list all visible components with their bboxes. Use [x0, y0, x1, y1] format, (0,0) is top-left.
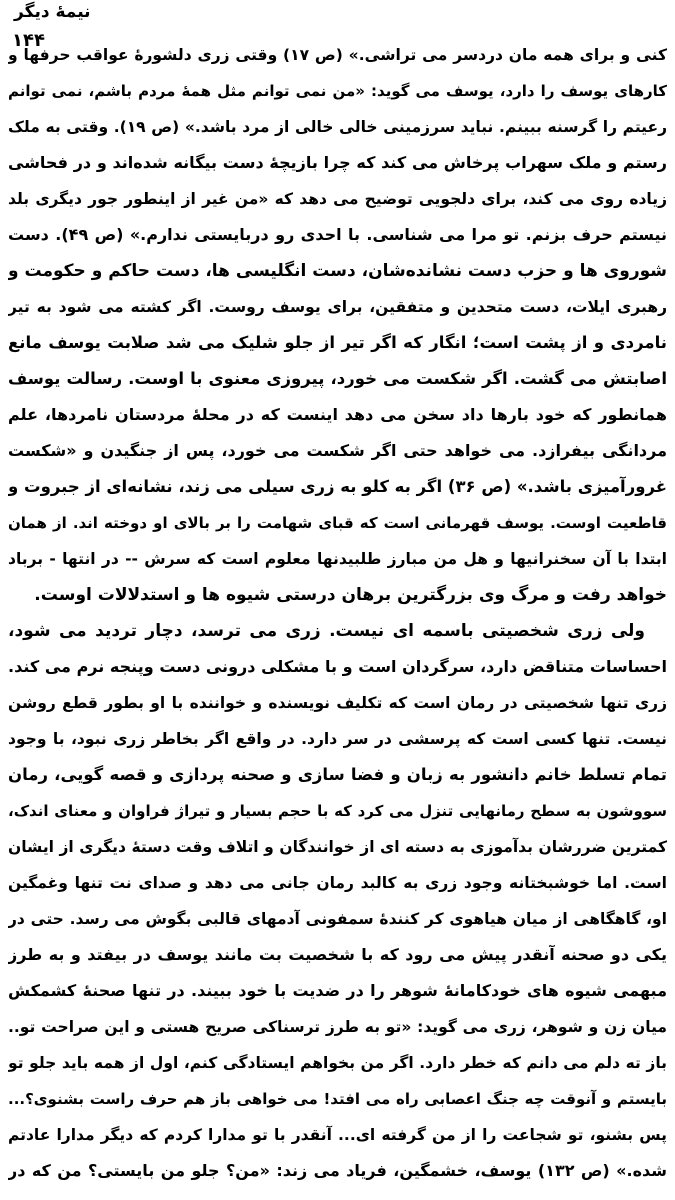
text-line: احساسات متناقض دارد، سرگردان است و با مشکلی درونی دست وپنجه نرم می کند. — [8, 657, 667, 676]
text-line: نیستم حرف بزنم. تو مرا می شناسی. با احدی رو دربایستی ندارم.» (ص ۴۹). دست — [8, 225, 667, 244]
page-number: ۱۴۴ — [12, 30, 45, 51]
text-line: ابتدا با آن سخنرانیها و هل من مبارز طلبیدنها معلوم است که سرش -- در انتها - برباد — [8, 550, 667, 568]
text-line: کمترین ضررشان بدآموزی به دسته ای از خوانندگان و اتلاف وقت دستهٔ دیگری از ایشان — [8, 838, 667, 856]
text-line: یکی دو صحنه آنقدر پیش می رود که با شخصیت بت مانند یوسف در بیفتد و به طرز — [8, 945, 667, 964]
text-line: رعیتم را گرسنه ببینم. نباید سرزمینی خالی خالی از مرد باشد.» (ص ۱۹). وقتی به ملک — [8, 118, 667, 136]
text-line: او، گاهگاهی از میان هیاهوی کر کنندهٔ سمفونی آدمهای قالبی بگوش می رسد. حتی در — [8, 910, 667, 928]
text-line: رستم و ملک سهراب پرخاش می کند که چرا بازیچهٔ دست بیگانه شده‌اند و در فحاشی — [8, 153, 667, 172]
text-line: باز ته دلم می دانم که خطر دارد. اگر من بخواهم ایستادگی کنم، اول از همه باید جلو تو — [8, 1054, 667, 1072]
text-line: مردانگی بیفرازد. می خواهد حتی اگر شکست می خورد، پس از جنگیدن و «شکست — [8, 441, 667, 460]
text-line: سووشون به سطح رمانهایی تنزل می کرد که با حجم بسیار و تیراژ فراوان و معنای اندک، — [8, 802, 667, 820]
text-line: زری تنها شخصیتی در رمان است که تکلیف نویسنده و خواننده با او بطور قطع روشن — [8, 694, 667, 712]
text-line: است. اما خوشبختانه وجود زری به کالبد رمان جانی می دهد و صدای نت تنها وغمگین — [8, 874, 667, 892]
text-line: میان زن و شوهر، زری می گوید: «تو به طرز ترسناکی صریح هستی و این صراحت تو.. — [8, 1018, 667, 1036]
text-line: اصابتش می گشت. اگر شکست می خورد، پیروزی معنوی با اوست. رسالت یوسف — [8, 369, 667, 388]
text-line: غرورآمیزی باشد.» (ص ۳۶) اگر به کلو به زری سیلی می زند، نشانه‌ای از جبروت و — [8, 477, 667, 496]
text-line: نیست. تنها کسی است که پرسشی در سر دارد. در واقع اگر بخاطر زری نبود، با وجود — [8, 730, 667, 748]
text-line: تمام تسلط خانم دانشور به زبان و فضا سازی و صحنه پردازی و قصه گویی، رمان — [8, 765, 667, 784]
text-line: رهبری ایلات، دست متحدین و متفقین، برای یوسف روست. اگر کشته می شود به تیر — [8, 298, 667, 316]
text-line: شده.» (ص ۱۳۲) یوسف، خشمگین، فریاد می زند: «من؟ جلو من بایستی؟ من که در — [8, 1161, 667, 1180]
text-line: خواهد رفت و مرگ وی بزرگترین برهان درستی شیوه ها و استدلالات اوست. — [34, 585, 667, 605]
text-line: زیاده روی می کند، برای دلجویی توضیح می دهد که «من غیر از اینطور جور دیگری بلد — [8, 190, 667, 208]
text-line: شوروی ها و حزب دست نشانده‌شان، دست انگلیسی ها، دست حاکم و حکومت و — [8, 261, 667, 281]
text-line: قاطعیت اوست. یوسف قهرمانی است که قبای شهامت را بر بالای او دوخته اند. از همان — [8, 514, 667, 532]
text-line: مبهمی شیوه های خودکامانهٔ شوهر را در ضدیت با خود ببیند. در تنها صحنهٔ کشمکش — [8, 981, 667, 1000]
body-text — [8, 38, 667, 1190]
running-title: نیمهٔ دیگر — [14, 2, 91, 22]
text-line: کنی و برای همه مان دردسر می تراشی.» (ص ۱۷) وقتی زری دلشورهٔ عواقب حرفها و — [8, 46, 667, 64]
text-line: کارهای یوسف را دارد، یوسف می گوید: «من نمی توانم مثل همهٔ مردم باشم، نمی توانم — [8, 82, 667, 100]
text-line: همانطور که خود بارها داد سخن می دهد اینست که در محلهٔ مردستان نامردها، علم — [8, 405, 667, 424]
text-line: نامردی و از پشت است؛ انگار که اگر تیر از جلو شلیک می شد صلابت یوسف مانع — [8, 333, 667, 352]
text-line: ولی زری شخصیتی باسمه ای نیست. زری می ترسد، دچار تردید می شود، — [8, 621, 645, 641]
text-line: پس بشنو، تو شجاعت را از من گرفته ای... آنقدر با تو مدارا کردم که دیگر مدارا عادتم — [8, 1126, 667, 1144]
text-line: بایستم و آنوقت چه جنگ اعصابی راه می افتد! می خواهی باز هم حرف راست بشنوی؟... — [8, 1090, 667, 1108]
